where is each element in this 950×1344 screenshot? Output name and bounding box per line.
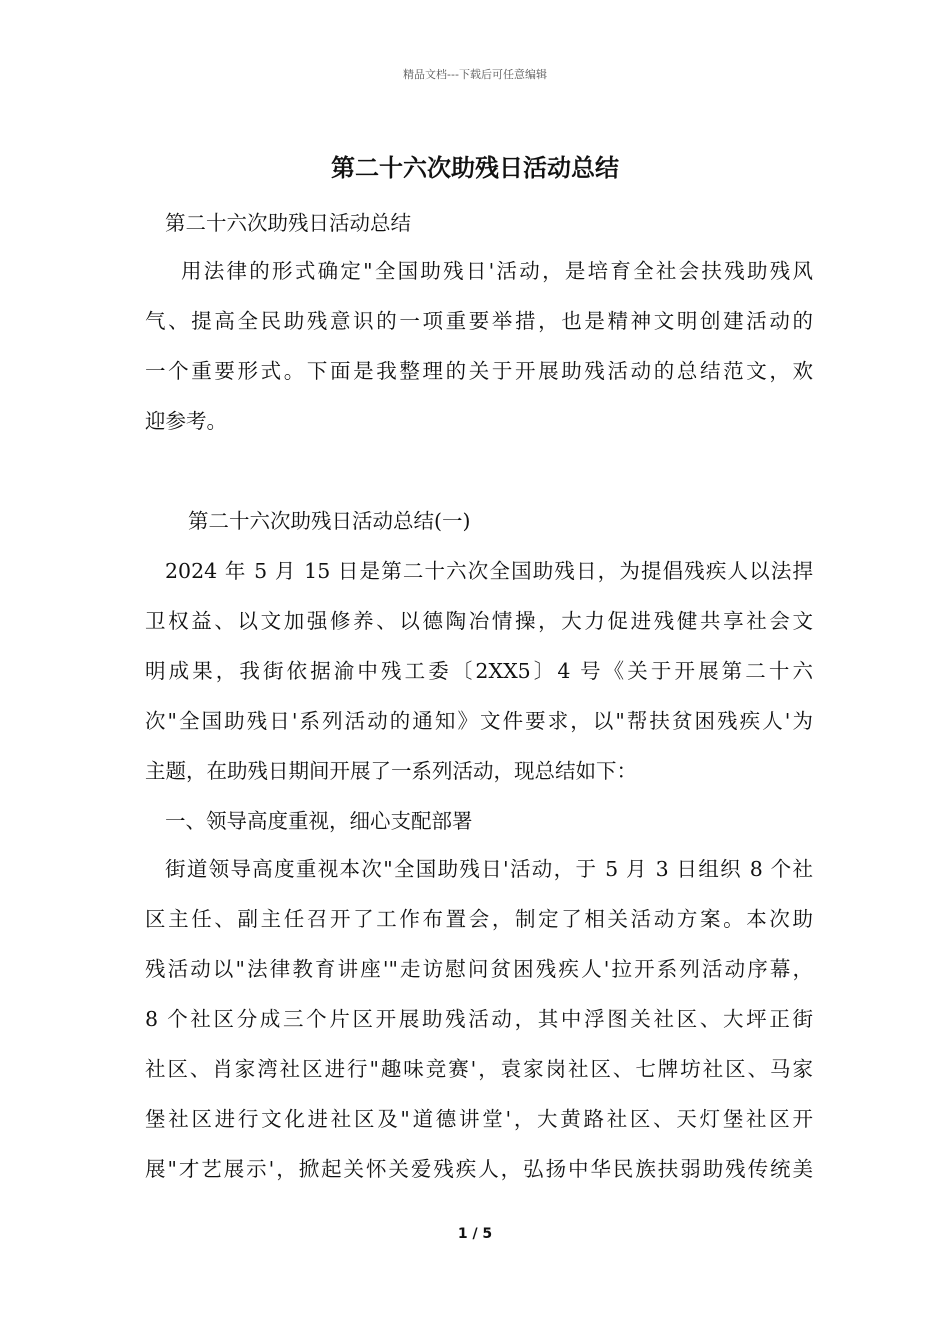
- paragraph-line: 主题，在助残日期间开展了一系列活动，现总结如下：: [145, 759, 637, 783]
- document-title: 第二十六次助残日活动总结: [331, 153, 619, 182]
- paragraph-line: 明成果，我街依据渝中残工委〔2XX5〕4 号《关于开展第二十六: [145, 659, 813, 683]
- intro-line: 气、提高全民助残意识的一项重要举措，也是精神文明创建活动的: [145, 309, 813, 333]
- paragraph-line: 社区、肖家湾社区进行"趣味竞赛'，袁家岗社区、七牌坊社区、马家: [145, 1057, 813, 1081]
- paragraph-line: 残活动以"法律教育讲座'"走访慰问贫困残疾人'拉开系列活动序幕，: [145, 957, 813, 981]
- intro-line: 一个重要形式。下面是我整理的关于开展助残活动的总结范文，欢: [145, 359, 813, 383]
- paragraph-line: 区主任、副主任召开了工作布置会，制定了相关活动方案。本次助: [145, 907, 813, 931]
- intro-line: 迎参考。: [145, 409, 227, 433]
- paragraph-line: 卫权益、以文加强修养、以德陶冶情操，大力促进残健共享社会文: [145, 609, 813, 633]
- paragraph-line: 街道领导高度重视本次"全国助残日'活动，于 5 月 3 日组织 8 个社: [165, 857, 813, 881]
- paragraph-2: [145, 844, 813, 1194]
- page-number: 1 / 5: [457, 1226, 493, 1242]
- document-subtitle: 第二十六次助残日活动总结: [165, 211, 411, 235]
- intro-line: 用法律的形式确定"全国助残日'活动，是培育全社会扶残助残风: [181, 259, 813, 283]
- paragraph-line: 8 个社区分成三个片区开展助残活动，其中浮图关社区、大坪正街: [145, 1007, 813, 1031]
- paragraph-line: 展"才艺展示'，掀起关怀关爱残疾人，弘扬中华民族扶弱助残传统美: [145, 1157, 813, 1181]
- paragraph-line: 次"全国助残日'系列活动的通知》文件要求，以"帮扶贫困残疾人'为: [145, 709, 813, 733]
- section-title: 第二十六次助残日活动总结(一): [188, 509, 471, 533]
- paragraph-line: 2024 年 5 月 15 日是第二十六次全国助残日，为提倡残疾人以法捍: [165, 559, 813, 583]
- intro-paragraph: [145, 246, 813, 446]
- paragraph-line: 堡社区进行文化进社区及"道德讲堂'，大黄路社区、天灯堡社区开: [145, 1107, 813, 1131]
- paragraph-1: [145, 546, 813, 796]
- heading-1: 一、领导高度重视，细心支配部署: [165, 809, 473, 833]
- page-header: 精品文档---下载后可任意编辑: [403, 68, 547, 81]
